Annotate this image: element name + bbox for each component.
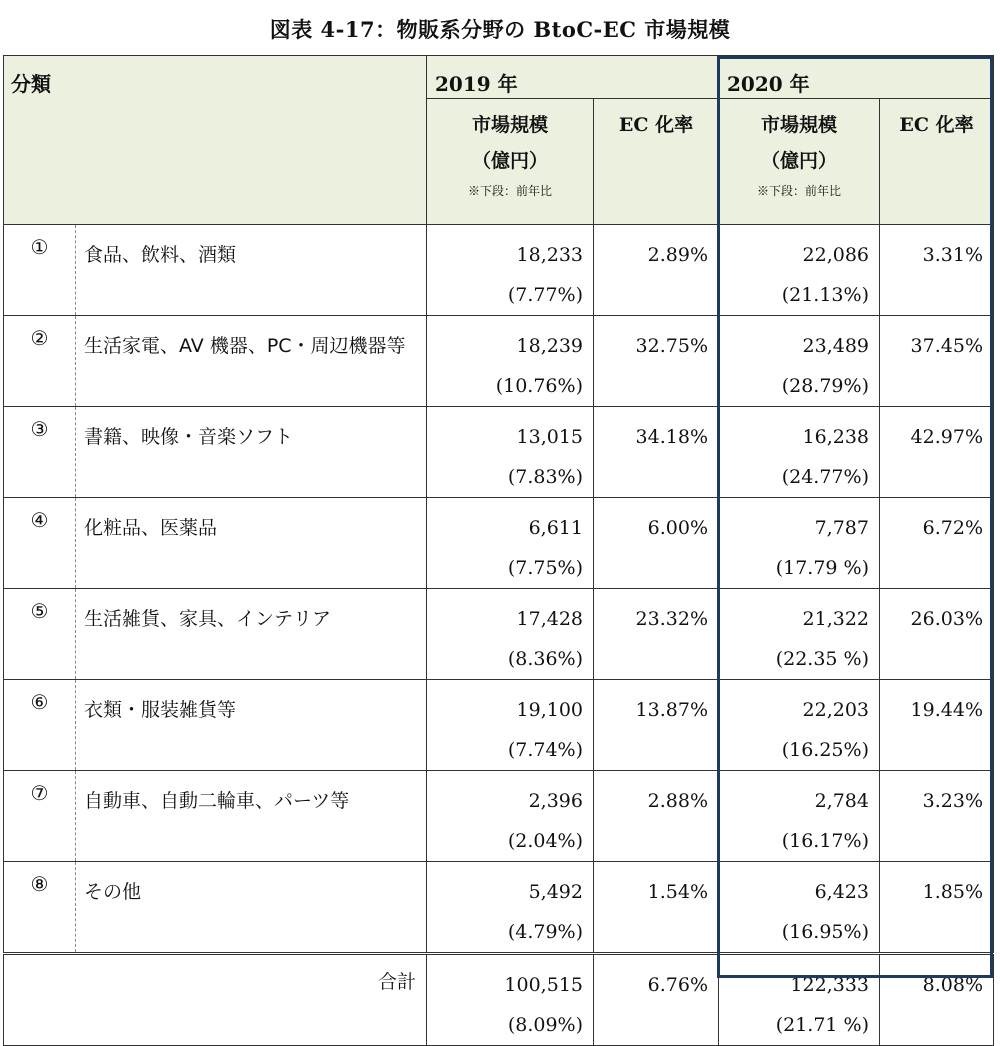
total-ec-rate-2020: 8.08% [922,974,983,996]
row-category-name: 衣類・服装雑貨等 [84,699,237,721]
growth-2019: (4.79%) [507,921,583,943]
row-number: ③ [30,417,49,441]
row-number: ⑦ [30,781,49,805]
growth-2020: (24.77%) [781,466,869,488]
growth-2019: (7.77%) [507,284,583,306]
ec-rate-2020: 3.31% [922,244,983,266]
market-size-2019: 6,611 [528,517,583,539]
market-size-2019: 13,015 [516,426,583,448]
growth-2019: (10.76%) [495,375,583,397]
table-row [4,407,994,498]
row-category-name: 生活家電、AV 機器、PC・周辺機器等 [84,335,406,357]
ec-rate-2019: 6.00% [647,517,708,539]
table-row [4,225,994,316]
ec-rate-2020: 42.97% [910,426,983,448]
header-ec-rate-2020 [880,99,994,225]
row-category-name: 化粧品、医薬品 [84,517,218,539]
growth-2020: (28.79%) [781,375,869,397]
ec-rate-2019: 13.87% [635,699,708,721]
table-row [4,589,994,680]
market-size-2020: 23,489 [802,335,869,357]
growth-2019: (8.36%) [507,648,583,670]
market-size-2019: 18,233 [516,244,583,266]
header-market-size-2019 [427,99,594,225]
ec-rate-label: EC 化率 [618,114,694,136]
unit-label: （億円） [471,150,548,172]
row-number: ① [30,235,49,259]
row-category-name: 食品、飲料、酒類 [84,244,237,266]
row-number: ⑥ [30,690,49,714]
market-size-2020: 2,784 [814,790,869,812]
ec-rate-2019: 34.18% [635,426,708,448]
header-row-years [4,56,994,99]
ec-rate-2019: 32.75% [635,335,708,357]
market-size-2020: 21,322 [802,608,869,630]
ec-rate-2019: 1.54% [647,881,708,903]
growth-2020: (21.13%) [781,284,869,306]
growth-2019: (7.75%) [507,557,583,579]
note-label: ※下段：前年比 [756,184,841,198]
row-number: ⑧ [30,872,49,896]
market-size-2020: 22,086 [802,244,869,266]
row-category-name: 生活雑貨、家具、インテリア [84,608,332,630]
row-category-name: 書籍、映像・音楽ソフト [84,426,294,448]
market-size-2020: 7,787 [814,517,869,539]
ec-rate-2020: 19.44% [910,699,983,721]
ec-rate-2020: 1.85% [922,881,983,903]
growth-2020: (16.17%) [781,830,869,852]
row-category-name: 自動車、自動二輪車、パーツ等 [84,790,350,812]
total-market-size-2020: 122,333 [790,974,869,996]
market-size-2019: 18,239 [516,335,583,357]
total-market-size-2019: 100,515 [504,974,583,996]
row-category-name: その他 [84,881,142,903]
market-size-2019: 5,492 [528,881,583,903]
header-year-2019: 2019 年 [435,72,518,96]
ec-rate-2020: 3.23% [922,790,983,812]
growth-2020: (16.95%) [781,921,869,943]
growth-2020: (16.25%) [781,739,869,761]
table-row [4,498,994,589]
total-row [4,954,994,1046]
market-size-table [3,55,994,1046]
ec-rate-2019: 2.88% [647,790,708,812]
ec-rate-label: EC 化率 [899,114,974,136]
market-size-2019: 19,100 [516,699,583,721]
growth-2020: (22.35 %) [775,648,869,670]
total-ec-rate-2019: 6.76% [647,974,708,996]
market-size-label: 市場規模 [471,114,548,136]
row-number: ⑤ [30,599,49,623]
header-category: 分類 [11,72,51,96]
table-row [4,680,994,771]
growth-2019: (2.04%) [507,830,583,852]
ec-rate-2019: 23.32% [635,608,708,630]
header-2020-cell [719,56,994,99]
market-size-2020: 6,423 [814,881,869,903]
market-size-2019: 2,396 [528,790,583,812]
header-ec-rate-2019 [594,99,719,225]
growth-2019: (7.74%) [507,739,583,761]
ec-rate-2020: 26.03% [910,608,983,630]
growth-2020: (17.79 %) [775,557,869,579]
note-label: ※下段：前年比 [467,184,552,198]
market-size-2020: 16,238 [802,426,869,448]
total-label: 合計 [377,971,416,993]
header-2019-cell [427,56,719,99]
header-year-2020: 2020 年 [727,72,810,96]
ec-rate-2020: 6.72% [922,517,983,539]
header-category-cell [4,56,427,225]
header-market-size-2020 [719,99,880,225]
ec-rate-2019: 2.89% [647,244,708,266]
total-growth-2020: (21.71 %) [775,1014,869,1036]
market-size-label: 市場規模 [760,114,837,136]
total-growth-2019: (8.09%) [507,1014,583,1036]
table-row [4,862,994,954]
unit-label: （億円） [760,150,837,172]
ec-rate-2020: 37.45% [910,335,983,357]
figure-title: 図表 4-17：物販系分野の BtoC-EC 市場規模 [269,17,731,42]
market-size-2020: 22,203 [802,699,869,721]
row-number: ② [30,326,49,350]
growth-2019: (7.83%) [507,466,583,488]
row-number: ④ [30,508,49,532]
market-size-2019: 17,428 [516,608,583,630]
table-row [4,316,994,407]
table-row [4,771,994,862]
